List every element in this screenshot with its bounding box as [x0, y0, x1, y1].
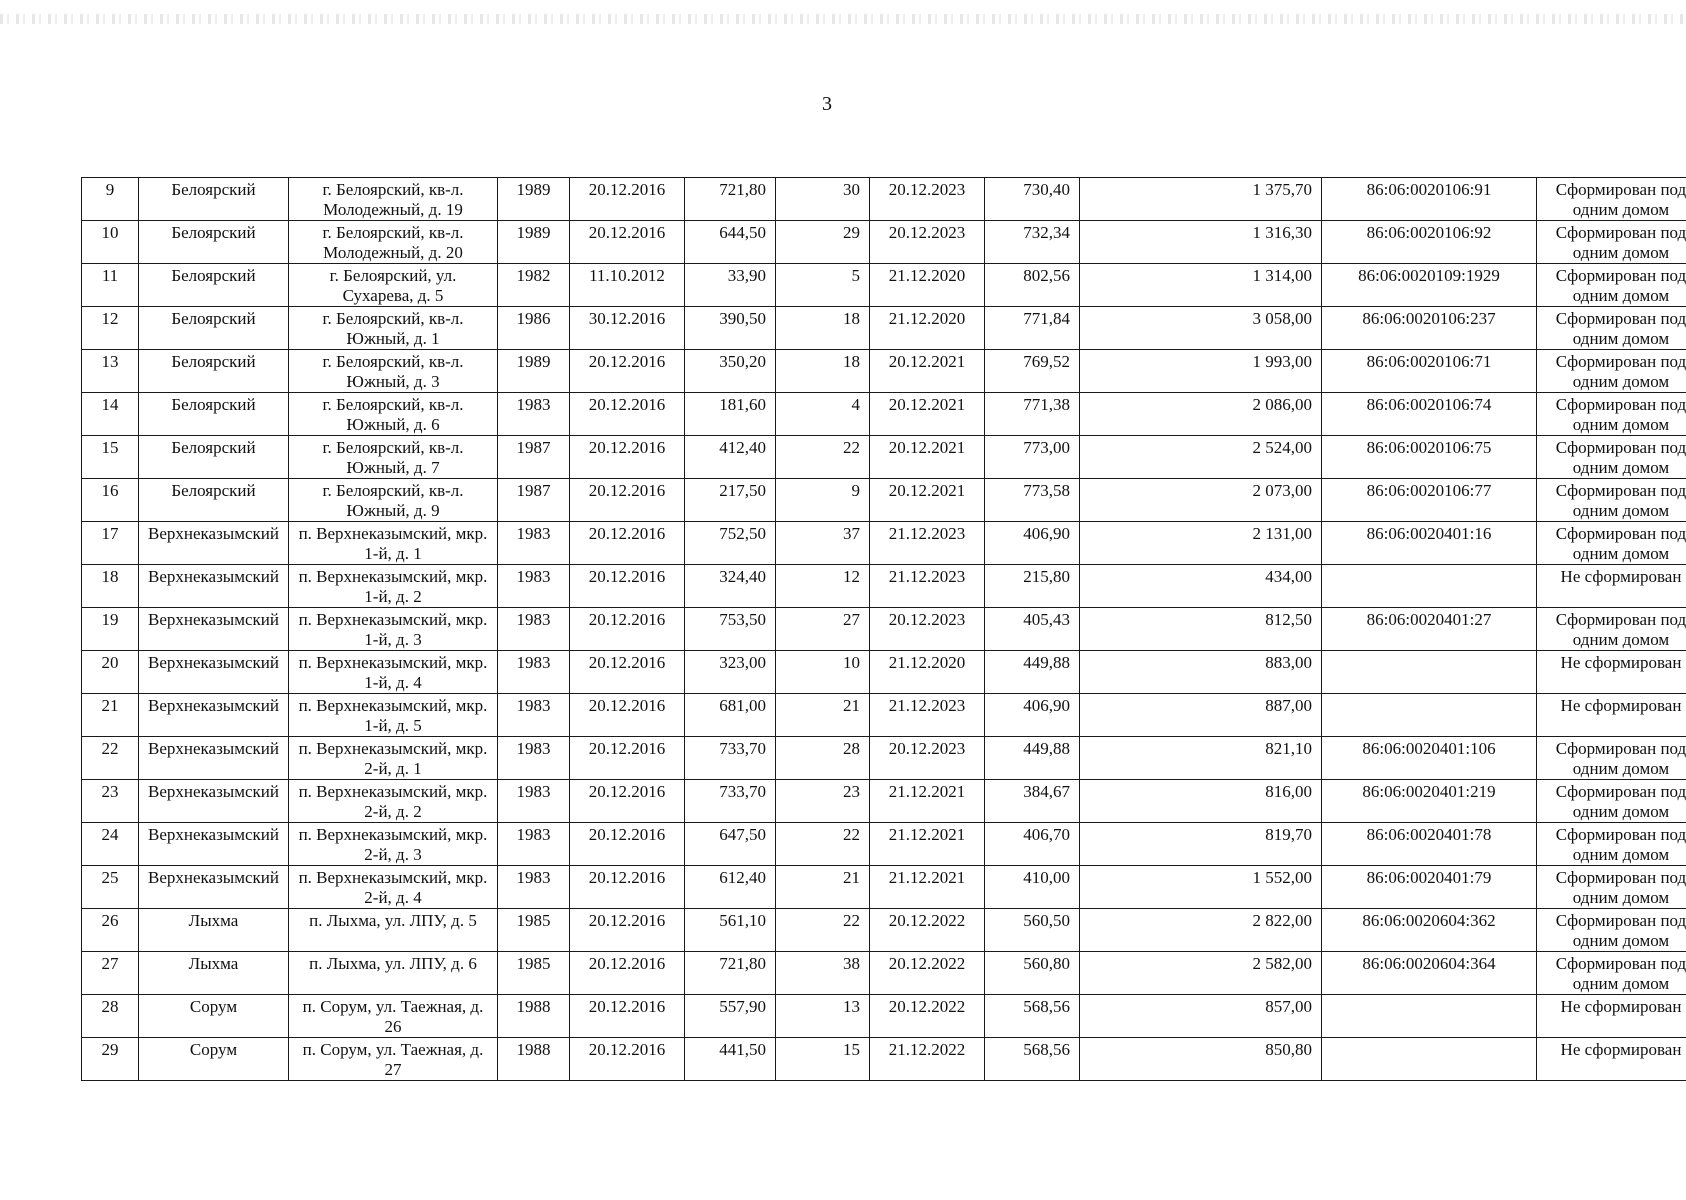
cell-municipality: Верхнеказымский	[139, 694, 289, 737]
cell-cost-per-unit: 773,00	[985, 436, 1080, 479]
cell-land-area: 2 131,00	[1080, 522, 1322, 565]
cell-land-status: Сформирован под одним домом	[1537, 178, 1686, 221]
table-row	[82, 952, 1686, 995]
cell-year-built: 1983	[498, 866, 570, 909]
cell-land-area: 1 993,00	[1080, 350, 1322, 393]
cell-cadastral-number	[1322, 694, 1537, 737]
cell-planned-date: 21.12.2022	[870, 1038, 985, 1081]
cell-registration-date: 20.12.2016	[570, 608, 685, 651]
cell-cadastral-number: 86:06:0020401:16	[1322, 522, 1537, 565]
cell-row-number: 23	[82, 780, 139, 823]
cell-cadastral-number: 86:06:0020604:362	[1322, 909, 1537, 952]
cell-municipality: Верхнеказымский	[139, 608, 289, 651]
cell-municipality: Белоярский	[139, 307, 289, 350]
cell-land-status: Сформирован под одним домом	[1537, 479, 1686, 522]
cell-area: 390,50	[685, 307, 776, 350]
page-number: 3	[822, 93, 832, 115]
cell-cost-per-unit: 568,56	[985, 995, 1080, 1038]
cell-row-number: 10	[82, 221, 139, 264]
cell-cadastral-number: 86:06:0020106:74	[1322, 393, 1537, 436]
table-row	[82, 522, 1686, 565]
cell-unit-count: 12	[776, 565, 870, 608]
cell-planned-date: 20.12.2021	[870, 350, 985, 393]
cell-area: 324,40	[685, 565, 776, 608]
cell-land-status: Не сформирован	[1537, 694, 1686, 737]
cell-planned-date: 20.12.2022	[870, 995, 985, 1038]
cell-registration-date: 20.12.2016	[570, 1038, 685, 1081]
cell-unit-count: 13	[776, 995, 870, 1038]
cell-registration-date: 30.12.2016	[570, 307, 685, 350]
cell-address: г. Белоярский, кв-л. Южный, д. 3	[289, 350, 498, 393]
cell-land-area: 2 086,00	[1080, 393, 1322, 436]
cell-planned-date: 21.12.2020	[870, 307, 985, 350]
cell-municipality: Верхнеказымский	[139, 522, 289, 565]
cell-year-built: 1983	[498, 737, 570, 780]
cell-address: п. Верхнеказымский, мкр. 2-й, д. 4	[289, 866, 498, 909]
cell-row-number: 24	[82, 823, 139, 866]
cell-year-built: 1983	[498, 393, 570, 436]
cell-land-status: Сформирован под одним домом	[1537, 393, 1686, 436]
cell-row-number: 18	[82, 565, 139, 608]
cell-land-area: 1 375,70	[1080, 178, 1322, 221]
cell-cost-per-unit: 771,84	[985, 307, 1080, 350]
cell-land-status: Не сформирован	[1537, 565, 1686, 608]
cell-row-number: 15	[82, 436, 139, 479]
cell-land-area: 1 552,00	[1080, 866, 1322, 909]
cell-address: п. Верхнеказымский, мкр. 2-й, д. 2	[289, 780, 498, 823]
cell-cadastral-number: 86:06:0020109:1929	[1322, 264, 1537, 307]
cell-municipality: Белоярский	[139, 436, 289, 479]
cell-year-built: 1988	[498, 1038, 570, 1081]
cell-year-built: 1983	[498, 823, 570, 866]
cell-land-area: 812,50	[1080, 608, 1322, 651]
cell-area: 721,80	[685, 178, 776, 221]
table-row	[82, 565, 1686, 608]
cell-row-number: 12	[82, 307, 139, 350]
cell-year-built: 1983	[498, 522, 570, 565]
cell-unit-count: 18	[776, 307, 870, 350]
cell-municipality: Верхнеказымский	[139, 866, 289, 909]
cell-unit-count: 4	[776, 393, 870, 436]
cell-land-area: 819,70	[1080, 823, 1322, 866]
cell-land-status: Сформирован под одним домом	[1537, 522, 1686, 565]
cell-address: п. Верхнеказымский, мкр. 1-й, д. 4	[289, 651, 498, 694]
cell-area: 721,80	[685, 952, 776, 995]
cell-planned-date: 21.12.2023	[870, 522, 985, 565]
cell-municipality: Белоярский	[139, 221, 289, 264]
cell-cost-per-unit: 406,90	[985, 522, 1080, 565]
cell-cost-per-unit: 773,58	[985, 479, 1080, 522]
cell-planned-date: 21.12.2021	[870, 780, 985, 823]
cell-planned-date: 21.12.2021	[870, 823, 985, 866]
cell-year-built: 1989	[498, 350, 570, 393]
cell-row-number: 9	[82, 178, 139, 221]
cell-area: 350,20	[685, 350, 776, 393]
cell-cadastral-number	[1322, 565, 1537, 608]
cell-municipality: Верхнеказымский	[139, 737, 289, 780]
cell-cadastral-number: 86:06:0020106:92	[1322, 221, 1537, 264]
cell-registration-date: 20.12.2016	[570, 952, 685, 995]
cell-unit-count: 22	[776, 909, 870, 952]
cell-row-number: 13	[82, 350, 139, 393]
table-row	[82, 823, 1686, 866]
cell-row-number: 17	[82, 522, 139, 565]
cell-cadastral-number: 86:06:0020106:75	[1322, 436, 1537, 479]
cell-registration-date: 20.12.2016	[570, 522, 685, 565]
table-body	[82, 178, 1686, 1081]
cell-land-status: Не сформирован	[1537, 995, 1686, 1038]
cell-area: 561,10	[685, 909, 776, 952]
cell-cost-per-unit: 215,80	[985, 565, 1080, 608]
cell-land-status: Сформирован под одним домом	[1537, 909, 1686, 952]
table-row	[82, 393, 1686, 436]
cell-land-area: 2 822,00	[1080, 909, 1322, 952]
cell-cost-per-unit: 406,90	[985, 694, 1080, 737]
cell-unit-count: 15	[776, 1038, 870, 1081]
cell-land-area: 857,00	[1080, 995, 1322, 1038]
cell-row-number: 19	[82, 608, 139, 651]
table-row	[82, 651, 1686, 694]
cell-land-status: Сформирован под одним домом	[1537, 952, 1686, 995]
cell-area: 323,00	[685, 651, 776, 694]
cell-registration-date: 20.12.2016	[570, 393, 685, 436]
cell-municipality: Белоярский	[139, 264, 289, 307]
cell-year-built: 1982	[498, 264, 570, 307]
cell-address: п. Верхнеказымский, мкр. 1-й, д. 3	[289, 608, 498, 651]
cell-address: г. Белоярский, кв-л. Молодежный, д. 20	[289, 221, 498, 264]
table-row	[82, 608, 1686, 651]
cell-planned-date: 21.12.2023	[870, 565, 985, 608]
cell-year-built: 1983	[498, 565, 570, 608]
cell-cost-per-unit: 406,70	[985, 823, 1080, 866]
cell-planned-date: 20.12.2021	[870, 436, 985, 479]
cell-address: п. Сорум, ул. Таежная, д. 27	[289, 1038, 498, 1081]
cell-address: г. Белоярский, кв-л. Молодежный, д. 19	[289, 178, 498, 221]
cell-land-status: Сформирован под одним домом	[1537, 866, 1686, 909]
cell-land-area: 816,00	[1080, 780, 1322, 823]
cell-municipality: Лыхма	[139, 909, 289, 952]
cell-unit-count: 29	[776, 221, 870, 264]
cell-cadastral-number: 86:06:0020401:106	[1322, 737, 1537, 780]
cell-land-status: Сформирован под одним домом	[1537, 350, 1686, 393]
cell-municipality: Белоярский	[139, 350, 289, 393]
cell-unit-count: 22	[776, 436, 870, 479]
cell-cadastral-number: 86:06:0020604:364	[1322, 952, 1537, 995]
cell-address: г. Белоярский, кв-л. Южный, д. 1	[289, 307, 498, 350]
cell-land-area: 434,00	[1080, 565, 1322, 608]
cell-area: 557,90	[685, 995, 776, 1038]
cell-land-status: Сформирован под одним домом	[1537, 823, 1686, 866]
cell-land-status: Сформирован под одним домом	[1537, 608, 1686, 651]
cell-cadastral-number: 86:06:0020401:79	[1322, 866, 1537, 909]
cell-address: п. Верхнеказымский, мкр. 2-й, д. 1	[289, 737, 498, 780]
cell-municipality: Верхнеказымский	[139, 780, 289, 823]
cell-cadastral-number: 86:06:0020401:219	[1322, 780, 1537, 823]
cell-cost-per-unit: 449,88	[985, 651, 1080, 694]
cell-unit-count: 23	[776, 780, 870, 823]
cell-land-status: Сформирован под одним домом	[1537, 221, 1686, 264]
cell-address: г. Белоярский, кв-л. Южный, д. 9	[289, 479, 498, 522]
cell-unit-count: 37	[776, 522, 870, 565]
cell-cost-per-unit: 771,38	[985, 393, 1080, 436]
cell-year-built: 1987	[498, 479, 570, 522]
cell-land-area: 1 314,00	[1080, 264, 1322, 307]
cell-land-status: Сформирован под одним домом	[1537, 307, 1686, 350]
cell-planned-date: 21.12.2021	[870, 866, 985, 909]
cell-registration-date: 20.12.2016	[570, 178, 685, 221]
table-row	[82, 479, 1686, 522]
cell-land-area: 2 524,00	[1080, 436, 1322, 479]
cell-registration-date: 20.12.2016	[570, 909, 685, 952]
table-row	[82, 909, 1686, 952]
scan-edge-noise	[0, 14, 1686, 24]
cell-municipality: Белоярский	[139, 479, 289, 522]
cell-municipality: Белоярский	[139, 393, 289, 436]
cell-land-status: Сформирован под одним домом	[1537, 264, 1686, 307]
cell-cost-per-unit: 405,43	[985, 608, 1080, 651]
cell-cadastral-number: 86:06:0020106:77	[1322, 479, 1537, 522]
table-row	[82, 694, 1686, 737]
cell-address: п. Верхнеказымский, мкр. 1-й, д. 1	[289, 522, 498, 565]
table-row	[82, 178, 1686, 221]
cell-row-number: 14	[82, 393, 139, 436]
cell-cost-per-unit: 560,80	[985, 952, 1080, 995]
housing-register-table	[81, 177, 1686, 1081]
cell-municipality: Верхнеказымский	[139, 823, 289, 866]
cell-municipality: Лыхма	[139, 952, 289, 995]
cell-registration-date: 20.12.2016	[570, 436, 685, 479]
cell-unit-count: 5	[776, 264, 870, 307]
cell-planned-date: 20.12.2023	[870, 737, 985, 780]
cell-cadastral-number	[1322, 651, 1537, 694]
cell-unit-count: 38	[776, 952, 870, 995]
cell-cost-per-unit: 560,50	[985, 909, 1080, 952]
cell-cadastral-number: 86:06:0020106:91	[1322, 178, 1537, 221]
cell-area: 733,70	[685, 737, 776, 780]
cell-cost-per-unit: 730,40	[985, 178, 1080, 221]
cell-address: п. Верхнеказымский, мкр. 1-й, д. 2	[289, 565, 498, 608]
cell-area: 647,50	[685, 823, 776, 866]
cell-land-area: 2 073,00	[1080, 479, 1322, 522]
cell-land-area: 887,00	[1080, 694, 1322, 737]
cell-cadastral-number	[1322, 995, 1537, 1038]
cell-municipality: Белоярский	[139, 178, 289, 221]
cell-unit-count: 10	[776, 651, 870, 694]
cell-address: п. Лыхма, ул. ЛПУ, д. 5	[289, 909, 498, 952]
cell-planned-date: 20.12.2021	[870, 479, 985, 522]
cell-cost-per-unit: 410,00	[985, 866, 1080, 909]
cell-area: 441,50	[685, 1038, 776, 1081]
cell-land-status: Сформирован под одним домом	[1537, 436, 1686, 479]
cell-planned-date: 20.12.2022	[870, 952, 985, 995]
cell-unit-count: 9	[776, 479, 870, 522]
cell-unit-count: 22	[776, 823, 870, 866]
cell-planned-date: 20.12.2022	[870, 909, 985, 952]
cell-year-built: 1989	[498, 221, 570, 264]
cell-cadastral-number: 86:06:0020106:237	[1322, 307, 1537, 350]
cell-unit-count: 28	[776, 737, 870, 780]
cell-registration-date: 20.12.2016	[570, 350, 685, 393]
cell-row-number: 27	[82, 952, 139, 995]
cell-planned-date: 20.12.2023	[870, 178, 985, 221]
cell-area: 181,60	[685, 393, 776, 436]
cell-registration-date: 11.10.2012	[570, 264, 685, 307]
cell-year-built: 1983	[498, 651, 570, 694]
table-row	[82, 866, 1686, 909]
cell-planned-date: 20.12.2023	[870, 221, 985, 264]
cell-land-status: Сформирован под одним домом	[1537, 780, 1686, 823]
table-row	[82, 307, 1686, 350]
cell-year-built: 1985	[498, 909, 570, 952]
cell-planned-date: 21.12.2020	[870, 264, 985, 307]
cell-registration-date: 20.12.2016	[570, 780, 685, 823]
cell-row-number: 11	[82, 264, 139, 307]
cell-unit-count: 27	[776, 608, 870, 651]
table-row	[82, 264, 1686, 307]
cell-cadastral-number: 86:06:0020401:27	[1322, 608, 1537, 651]
cell-registration-date: 20.12.2016	[570, 479, 685, 522]
table-row	[82, 350, 1686, 393]
cell-land-status: Не сформирован	[1537, 1038, 1686, 1081]
cell-registration-date: 20.12.2016	[570, 651, 685, 694]
cell-cost-per-unit: 732,34	[985, 221, 1080, 264]
cell-land-area: 883,00	[1080, 651, 1322, 694]
cell-row-number: 28	[82, 995, 139, 1038]
cell-row-number: 25	[82, 866, 139, 909]
cell-year-built: 1986	[498, 307, 570, 350]
table-row	[82, 737, 1686, 780]
cell-address: г. Белоярский, ул. Сухарева, д. 5	[289, 264, 498, 307]
table-row	[82, 995, 1686, 1038]
cell-area: 33,90	[685, 264, 776, 307]
cell-registration-date: 20.12.2016	[570, 866, 685, 909]
cell-area: 752,50	[685, 522, 776, 565]
cell-row-number: 26	[82, 909, 139, 952]
cell-address: г. Белоярский, кв-л. Южный, д. 6	[289, 393, 498, 436]
cell-address: п. Лыхма, ул. ЛПУ, д. 6	[289, 952, 498, 995]
cell-land-status: Сформирован под одним домом	[1537, 737, 1686, 780]
cell-year-built: 1983	[498, 694, 570, 737]
cell-planned-date: 21.12.2020	[870, 651, 985, 694]
cell-registration-date: 20.12.2016	[570, 694, 685, 737]
cell-year-built: 1983	[498, 608, 570, 651]
cell-planned-date: 20.12.2021	[870, 393, 985, 436]
cell-row-number: 29	[82, 1038, 139, 1081]
cell-area: 644,50	[685, 221, 776, 264]
cell-municipality: Сорум	[139, 1038, 289, 1081]
cell-registration-date: 20.12.2016	[570, 995, 685, 1038]
cell-cost-per-unit: 769,52	[985, 350, 1080, 393]
cell-cost-per-unit: 802,56	[985, 264, 1080, 307]
cell-cadastral-number: 86:06:0020401:78	[1322, 823, 1537, 866]
cell-row-number: 16	[82, 479, 139, 522]
cell-area: 612,40	[685, 866, 776, 909]
cell-land-area: 2 582,00	[1080, 952, 1322, 995]
cell-cadastral-number: 86:06:0020106:71	[1322, 350, 1537, 393]
cell-row-number: 20	[82, 651, 139, 694]
table-row	[82, 221, 1686, 264]
cell-address: п. Сорум, ул. Таежная, д. 26	[289, 995, 498, 1038]
cell-land-area: 850,80	[1080, 1038, 1322, 1081]
cell-cadastral-number	[1322, 1038, 1537, 1081]
cell-unit-count: 21	[776, 866, 870, 909]
cell-unit-count: 21	[776, 694, 870, 737]
cell-unit-count: 30	[776, 178, 870, 221]
cell-registration-date: 20.12.2016	[570, 737, 685, 780]
cell-municipality: Верхнеказымский	[139, 565, 289, 608]
cell-registration-date: 20.12.2016	[570, 823, 685, 866]
cell-area: 753,50	[685, 608, 776, 651]
cell-cost-per-unit: 568,56	[985, 1038, 1080, 1081]
cell-registration-date: 20.12.2016	[570, 565, 685, 608]
cell-row-number: 22	[82, 737, 139, 780]
cell-planned-date: 20.12.2023	[870, 608, 985, 651]
cell-municipality: Сорум	[139, 995, 289, 1038]
cell-address: п. Верхнеказымский, мкр. 1-й, д. 5	[289, 694, 498, 737]
cell-year-built: 1989	[498, 178, 570, 221]
cell-cost-per-unit: 449,88	[985, 737, 1080, 780]
cell-year-built: 1987	[498, 436, 570, 479]
cell-year-built: 1988	[498, 995, 570, 1038]
cell-address: г. Белоярский, кв-л. Южный, д. 7	[289, 436, 498, 479]
cell-row-number: 21	[82, 694, 139, 737]
cell-cost-per-unit: 384,67	[985, 780, 1080, 823]
cell-land-area: 3 058,00	[1080, 307, 1322, 350]
cell-land-area: 1 316,30	[1080, 221, 1322, 264]
cell-municipality: Верхнеказымский	[139, 651, 289, 694]
table-row	[82, 436, 1686, 479]
table-row	[82, 1038, 1686, 1081]
table-row	[82, 780, 1686, 823]
cell-area: 681,00	[685, 694, 776, 737]
cell-year-built: 1985	[498, 952, 570, 995]
cell-area: 217,50	[685, 479, 776, 522]
cell-land-status: Не сформирован	[1537, 651, 1686, 694]
cell-unit-count: 18	[776, 350, 870, 393]
cell-year-built: 1983	[498, 780, 570, 823]
cell-registration-date: 20.12.2016	[570, 221, 685, 264]
cell-area: 733,70	[685, 780, 776, 823]
cell-land-area: 821,10	[1080, 737, 1322, 780]
cell-planned-date: 21.12.2023	[870, 694, 985, 737]
cell-area: 412,40	[685, 436, 776, 479]
cell-address: п. Верхнеказымский, мкр. 2-й, д. 3	[289, 823, 498, 866]
